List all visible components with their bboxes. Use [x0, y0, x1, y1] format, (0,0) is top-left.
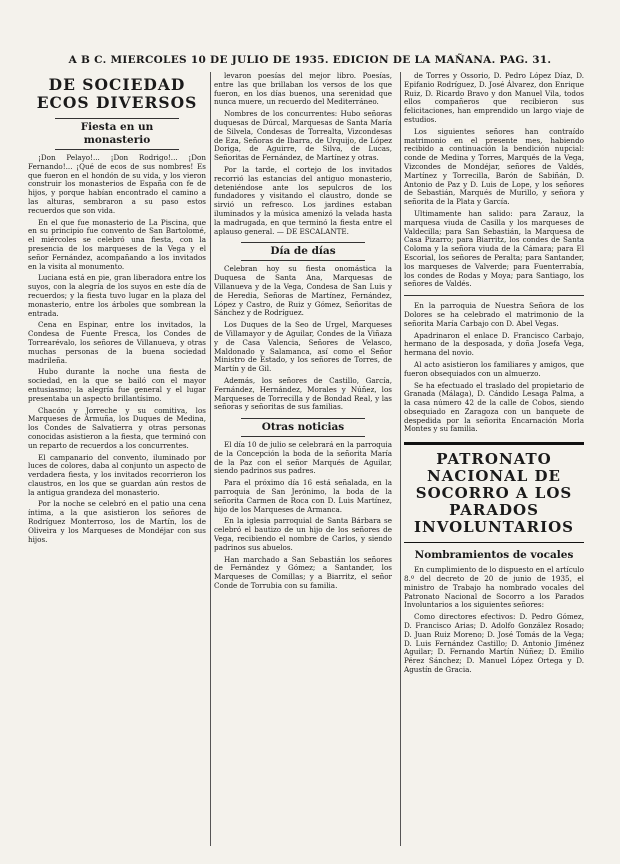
article-body — [404, 566, 584, 675]
paragraph: El campanario del convento, iluminado por luces de colores, daba al conjunto un aspecto de verdadera fiesta, y los invitados recorrieron los claustros, en los que se guardan aún restos de la antigua grandeza del monasterio. — [28, 452, 206, 497]
main-title: DE SOCIEDAD ECOS DIVERSOS — [36, 75, 198, 112]
column-3 — [404, 72, 584, 850]
patronato-banner — [404, 442, 584, 543]
paragraph: En la iglesia parroquial de Santa Bárbara se celebró el bautizo de un hijo de los señores de Vega, recibiendo el nombre de Carlos, y siendo padrinos sus abuelos. — [214, 516, 392, 552]
column-rule — [400, 72, 401, 846]
paragraph: Celebran hoy su fiesta onomástica la Duquesa de Santa Ana, Marquesas de Villanueva y de la Vega, Condesa de San Luis y de Heredia, Señoras de Martínez, Fernández, López y Castro, de Ruiz y Gómez, Señoritas de Sánchez y de Rodríguez. — [214, 264, 392, 318]
paragraph: Además, los señores de Castillo, García, Fernández, Hernández, Morales y Núñez, los Marqueses de Torrecilla y de Bondad Real, y las señoras y señoritas de sus familias. — [214, 375, 392, 412]
article-body — [214, 441, 392, 591]
column-1 — [28, 72, 206, 850]
paragraph: Se ha efectuado el traslado del propietario de Granada (Málaga), D. Cándido Lesaga Palma, a la casa número 42 de la calle de Cobos, siendo obsequiado en Zaragoza con un banquete de despedida por la señorita Encarnación Morla Montes y su familia. — [404, 380, 584, 434]
paragraph: Nombres de los concurrentes: Hubo señoras duquesas de Dúrcal, Marquesas de Santa María de Silvela, Condesas de Torrealta, Vizcondesas de Eza, Señoras de Ibarra, de Urquijo, de López Doriga, de Aguirre, de Silva, de Lucas, Señoritas de Fernández, de Martínez y otras. — [214, 109, 392, 163]
article-body — [214, 265, 392, 412]
paragraph: Han marchado a San Sebastián los señores de Fernández y Gómez; a Santander, los Marqueses de Comillas; y a Biarritz, el señor Conde de Torrubia con su familia. — [214, 554, 392, 591]
paragraph: Como directores efectivos: D. Pedro Gómez, D. Francisco Arias; D. Adolfo González Rosado; D. Juan Ruiz Moreno; D. José Tomás de la Vega; D. Luis Fernández Castillo; D. Antonio Jiménez Aguilar; D. Fernando Martín Núñez; D. Emilio Pérez Sánchez; D. Manuel López Ortega y D. Agustín de Gracia. — [404, 612, 584, 675]
paragraph: El día 10 de julio se celebrará en la parroquia de la Concepción la boda de la señorita María de la Paz con el señor Marqués de Aguilar, siendo padrinos sus padres. — [214, 440, 392, 476]
article-body — [404, 302, 584, 434]
article-body — [404, 72, 584, 289]
section-title: Otras noticias — [241, 418, 366, 437]
paragraph: Chacón y Jorreche y su comitiva, los Marqueses de Armuña, los Duques de Medina, los Condes de Salvatierra y otras personas conocidas asistieron a la fiesta, que terminó con un reparto de recuerdos a los concurrentes. — [28, 405, 206, 450]
paragraph: Los siguientes señores han contraído matrimonio en el presente mes, habiendo recibido a continuación la bendición nupcial: conde de Medina y Torres, Marqués de la Vega, Vizcondes de Mondéjar, señores de Valdés, Martínez y Torrecilla, Barón de Sabiñán, D. Antonio de Paz y D. Luis de Lope, y los señores de Sebastián, Marqués de Murillo, y señora y señorita de la Plata y García. — [404, 126, 584, 207]
paragraph: ¡Don Pelayo!... ¡Don Rodrigo!... ¡Don Fernando!... ¡Qué de ecos de sus nombres! Es que fueron en el hondón de su vida, y los vieron construir los monasterios de España con fe de hijos, y porque habían encontrado el camino a las alturas, sembraron a su paso estos recuerdos que son vida. — [28, 153, 206, 215]
paragraph: Luciana está en pie, gran liberadora entre los suyos, con la alegría de los suyos en este día de recuerdos; y la fiesta tuvo lugar en la plaza del monasterio, entre los árboles que sombrean la entrada. — [28, 273, 206, 318]
section-title: Nombramientos de vocales — [414, 549, 574, 562]
page-header: A B C. MIERCOLES 10 DE JULIO DE 1935. EDICION DE LA MAÑANA. PAG. 31. — [68, 54, 552, 66]
paragraph: Ultimamente han salido: para Zarauz, la marquesa viuda de Casilla y los marqueses de Valdecilla; para San Sebastián, la Marquesa de Casa Pizarro; para Biarritz, los condes de Santa Coloma y la señora viuda de la Cámara; para El Escorial, los señores de Peralta; para Santander, los marqueses de Valverde; para Fuenterrabía, los condes de Rodas y Moya; para Santiago, los señores de Valdés. — [404, 208, 584, 289]
section-title: Día de días — [241, 242, 366, 261]
section-title: Fiesta en un monasterio — [55, 118, 180, 150]
paragraph: Por la noche se celebró en el patio una cena íntima, a la que asistieron los señores de Rodríguez Monterroso, los de Martín, los de Oliveira y los Marqueses de Mondéjar con sus hijos. — [28, 499, 206, 544]
paragraph: En la parroquia de Nuestra Señora de los Dolores se ha celebrado el matrimonio de la señorita María Carbajo con D. Abel Vegas. — [404, 301, 584, 328]
paragraph: de Torres y Ossorio, D. Pedro López Díaz, D. Epifanio Rodríguez, D. José Álvarez, don Enrique Ruiz, D. Ricardo Bravo y don Manuel Vila, todos ellos compañeros que recibieron sus felicitaciones, han emprendido un largo viaje de estudios. — [404, 72, 584, 124]
paragraph: En el que fue monasterio de La Piscina, que en su principio fue convento de San Bartolomé, el miércoles se celebró una fiesta, con la presencia de los marqueses de la Vega y el señor Fernández, acompañando a los invitados en la visita al monumento. — [28, 217, 206, 271]
paragraph: Apadrinaron el enlace D. Francisco Carbajo, hermano de la desposada, y doña Josefa Vega, hermana del novio. — [404, 330, 584, 358]
paragraph: Cena en Espinar, entre los invitados, la Condesa de Fuente Fresca, los Condes de Torrearévalo, los señores de Villanueva, y otras muchas personas de la buena sociedad madrileña. — [28, 320, 206, 365]
patronato-title: PATRONATO NACIONAL DE SOCORRO A LOS PARADOS INVOLUNTARIOS — [413, 450, 575, 537]
paragraph: Hubo durante la noche una fiesta de sociedad, en la que se bailó con el mayor entusiasmo; la alegría fue general y el lugar presentaba un aspecto brillantísimo. — [28, 367, 206, 403]
divider — [404, 295, 584, 296]
column-rule — [210, 72, 211, 846]
paragraph: Los Duques de la Seo de Urgel, Marqueses de Villamayor y de Aguilar, Condes de la Viñaza y de Casa Valencia, Señores de Velasco, Maldonado y Salamanca, así como el Señor Ministro de Estado, y los señores de Torres, de Martín y de Gil. — [214, 320, 392, 374]
paragraph: Al acto asistieron los familiares y amigos, que fueron obsequiados con un almuerzo. — [404, 359, 584, 378]
paragraph: Para el próximo día 16 está señalada, en la parroquia de San Jerónimo, la boda de la señorita Carmen de Roca con D. Luis Martínez, hijo de los Marqueses de Armanca. — [214, 478, 392, 514]
paragraph: Por la tarde, el cortejo de los invitados recorrió las estancias del antiguo monasterio, deteniéndose ante los sepulcros de los fundadores y visitando el claustro, donde se sirvió un refresco. Los jardines estaban iluminados y la música amenizó la velada hasta la madrugada, en que terminó la fiesta entre el aplauso general. — DE ESCALANTE. — [214, 164, 392, 236]
paragraph: En cumplimiento de lo dispuesto en el artículo 8.º del decreto de 20 de junio de 1935, el ministro de Trabajo ha nombrado vocales del Patronato Nacional de Socorro a los Parados Involuntarios a los siguientes señores: — [404, 565, 584, 610]
article-body — [214, 72, 392, 236]
column-2 — [214, 72, 392, 850]
article-body — [28, 154, 206, 544]
paragraph: levaron poesías del mejor libro. Poesías, entre las que brillaban los versos de los que fueron, en los días buenos, una serenidad que nunca muere, un recuerdo del Mediterráneo. — [214, 72, 392, 107]
